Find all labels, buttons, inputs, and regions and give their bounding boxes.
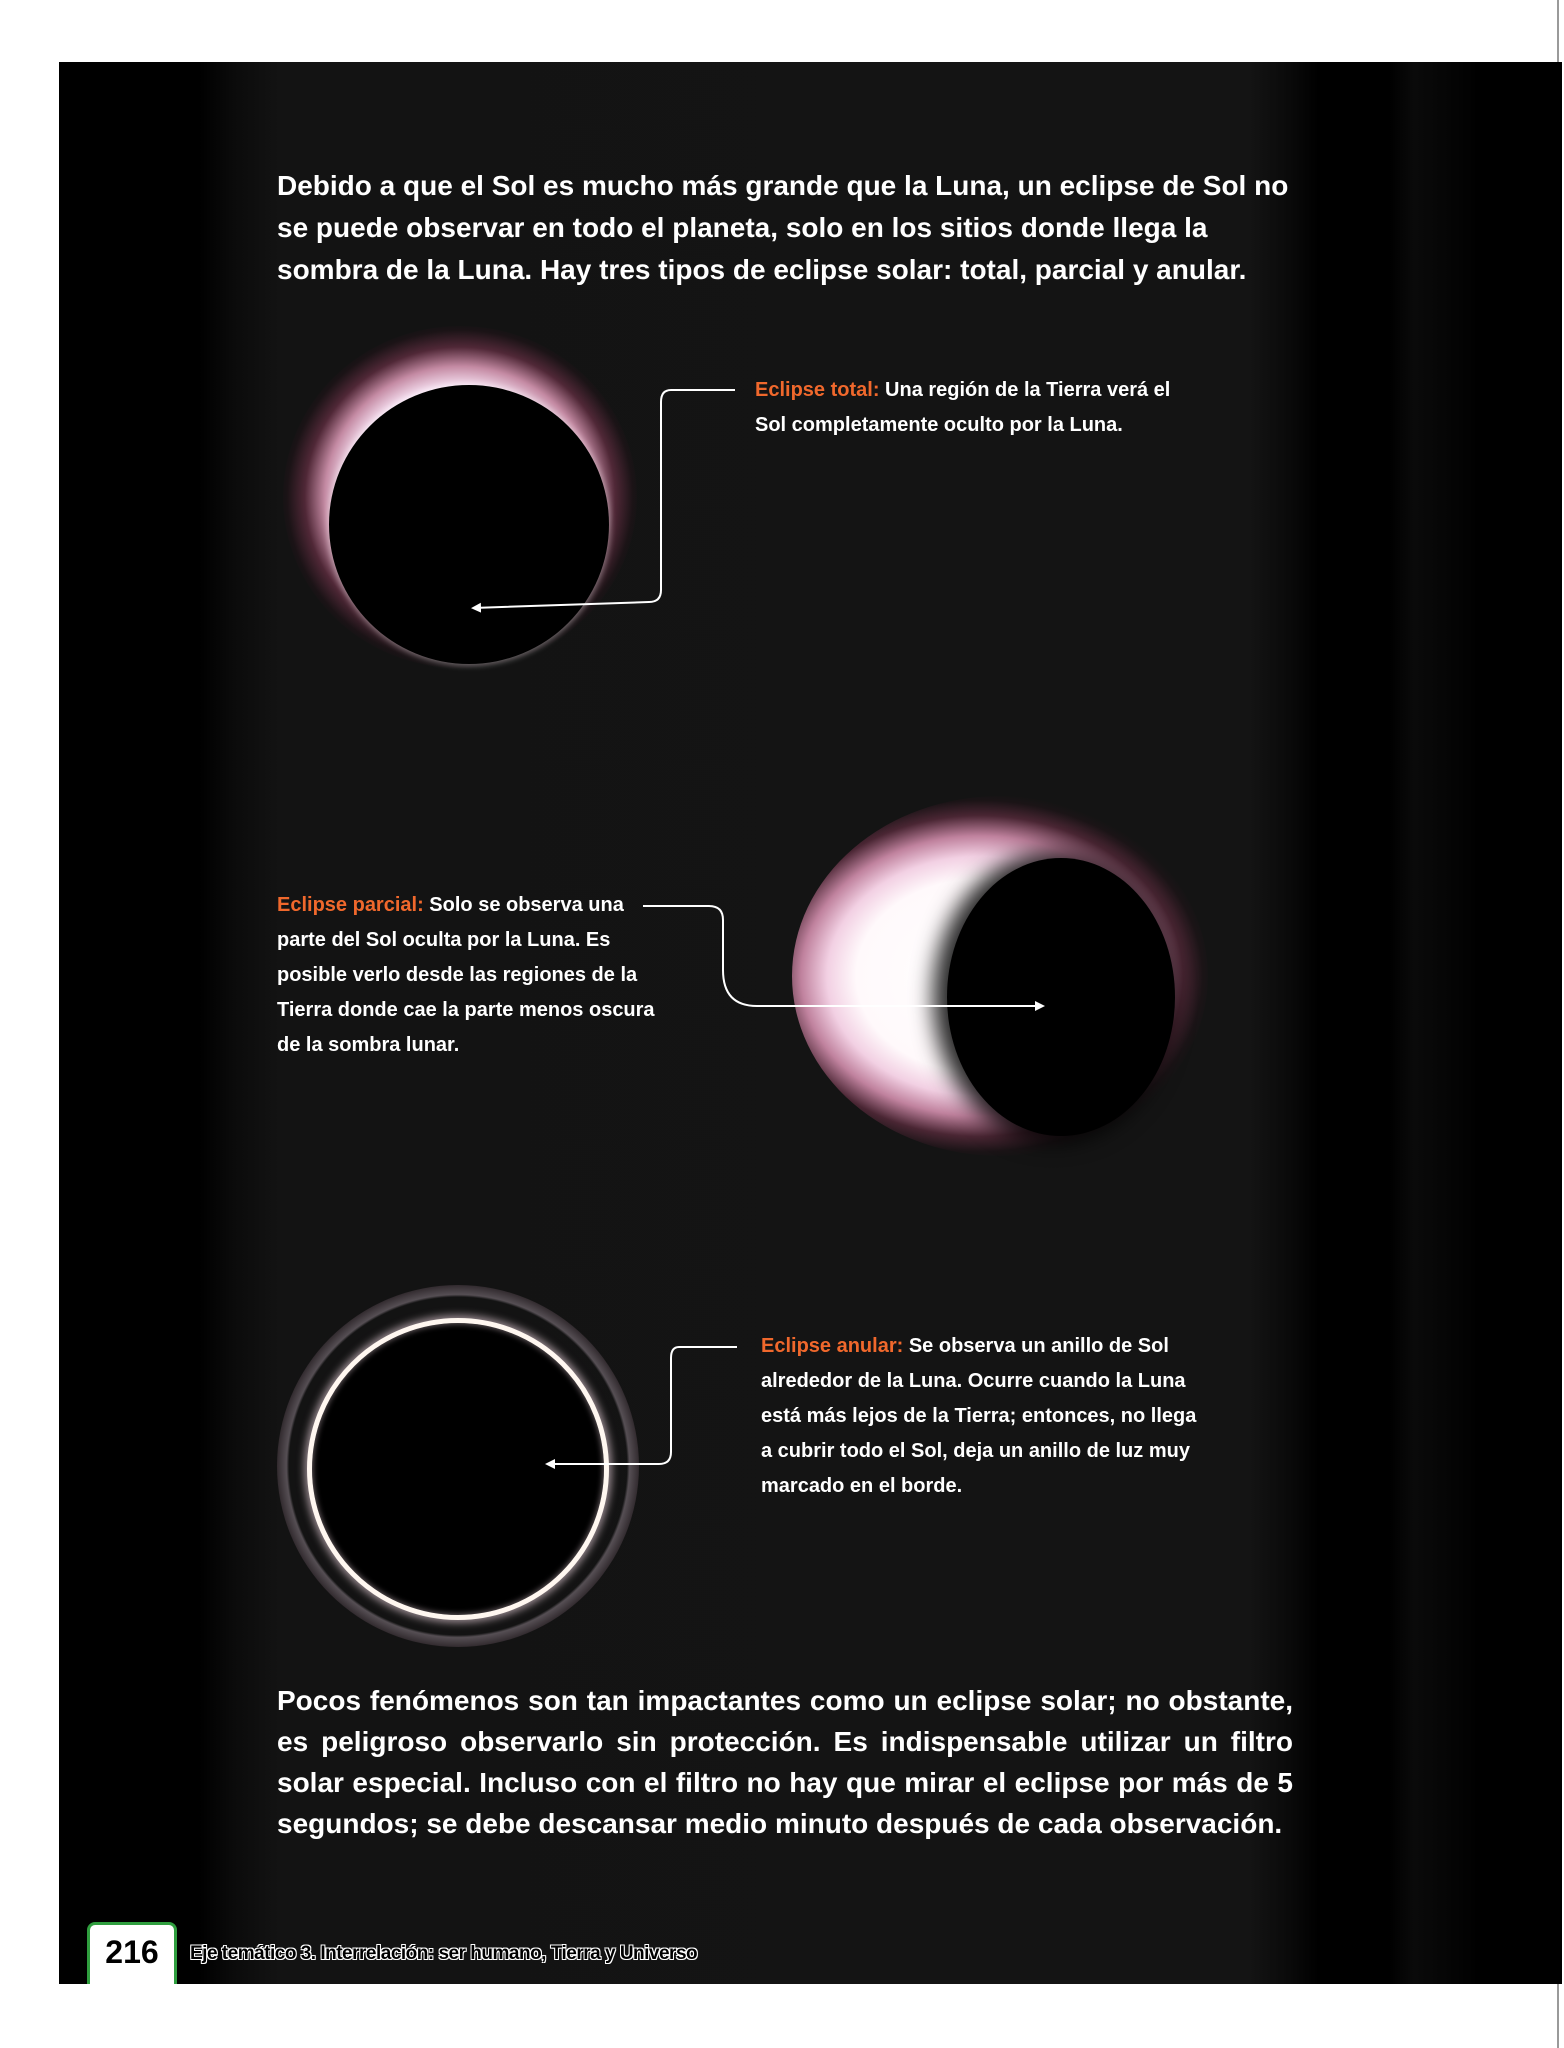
term-eclipse-total: Eclipse total: — [755, 379, 880, 401]
desc-eclipse-anular: Se observa un anillo de Sol alrededor de la Luna. Ocurre cuando la Luna está más lejos de la Tierra; entonces, no llega a cubrir todo el Sol, deja un anillo de luz muy marcado en el borde. — [761, 1335, 1197, 1497]
desc-eclipse-parcial: Solo se observa una parte del Sol oculta por la Luna. Es posible verlo desde las regiones de la Tierra donde cae la parte menos oscura de la sombra lunar. — [277, 894, 655, 1056]
page-number-tab: 216 — [87, 1922, 177, 1984]
term-eclipse-anular: Eclipse anular: — [761, 1335, 904, 1357]
callout-eclipse-parcial — [277, 888, 677, 1063]
leader-parcial — [643, 906, 1043, 1006]
footer-section-title: Eje temático 3. Interrelación: ser humano, Tierra y Universo — [190, 1943, 698, 1964]
term-eclipse-parcial: Eclipse parcial: — [277, 894, 424, 916]
callout-eclipse-total — [755, 373, 1175, 443]
callout-eclipse-anular — [761, 1329, 1201, 1504]
desc-eclipse-total: Una región de la Tierra verá el Sol completamente oculto por la Luna. — [755, 379, 1171, 436]
closing-paragraph: Pocos fenómenos son tan impactantes como un eclipse solar; no obstante, es peligroso observarlo sin protección. Es indispensable utilizar un filtro solar especial. Incluso con el filtro no hay que mirar el eclipse por más de 5 segundos; se debe descansar medio minuto después de cada observación. — [277, 1685, 1293, 1839]
intro-paragraph: Debido a que el Sol es mucho más grande que la Luna, un eclipse de Sol no se puede observar en todo el planeta, solo en los sitios donde llega la sombra de la Luna. Hay tres tipos de eclipse solar: total, parcial y anular. — [277, 170, 1289, 285]
leader-total — [473, 390, 735, 608]
leader-anular — [547, 1347, 737, 1464]
page-panel — [59, 62, 1562, 1984]
